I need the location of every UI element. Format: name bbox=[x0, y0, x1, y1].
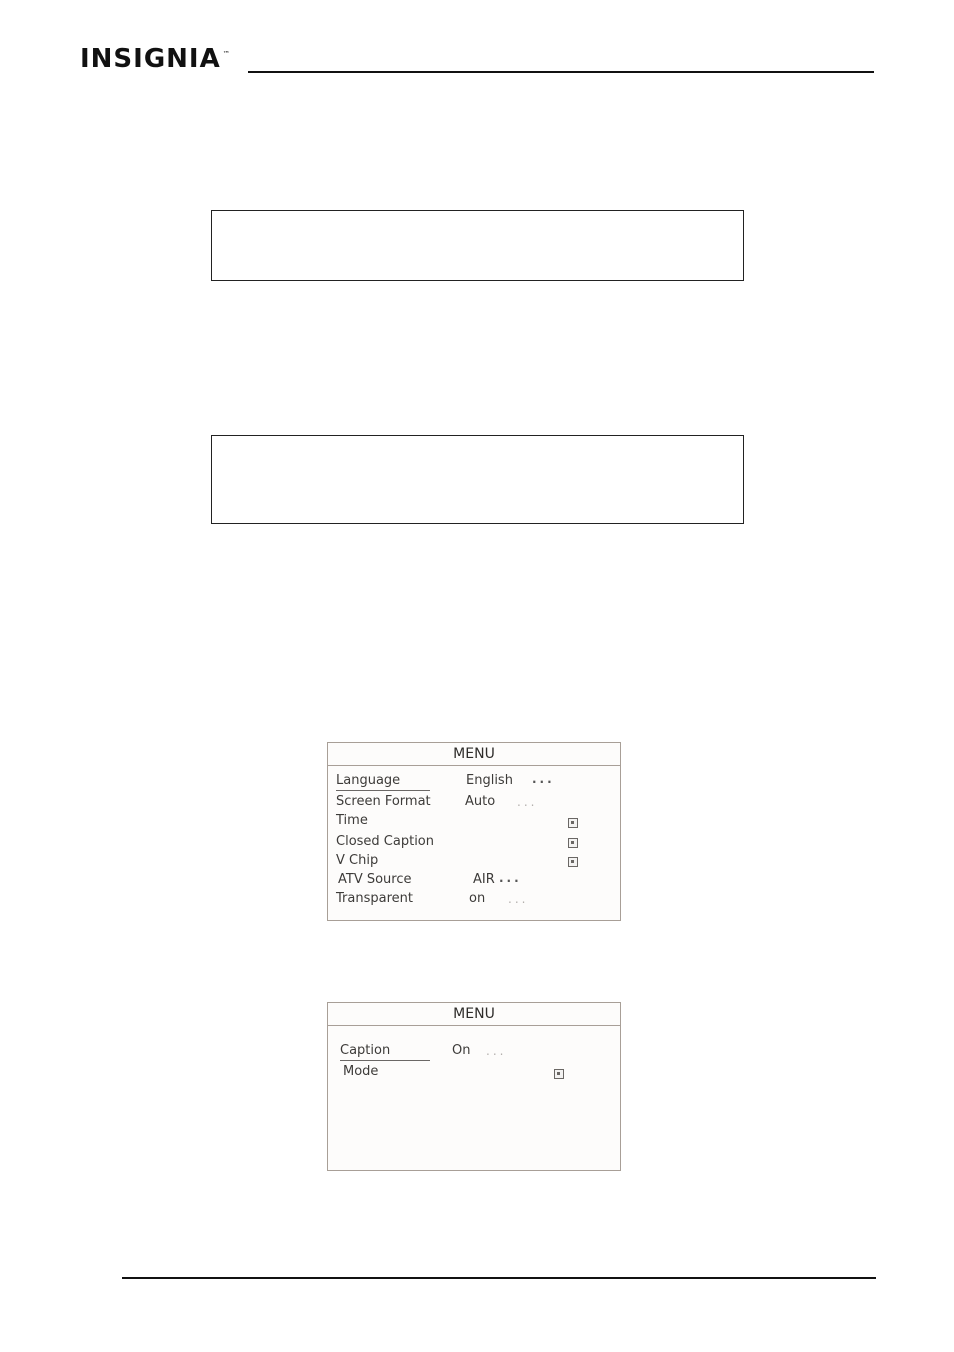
submenu-arrow-icon bbox=[554, 1069, 564, 1079]
submenu-arrow-icon bbox=[568, 838, 578, 848]
submenu-arrow-icon bbox=[568, 818, 578, 828]
brand-name: INSIGNIA bbox=[80, 44, 221, 74]
menu-item-language[interactable] bbox=[328, 772, 620, 790]
menu-title: MENU bbox=[328, 1003, 620, 1026]
menu-item-value: on bbox=[469, 891, 486, 906]
menu-item-label: Language bbox=[336, 772, 430, 791]
options-dots-icon: ... bbox=[517, 795, 538, 809]
osd-menu-closed-caption bbox=[327, 1002, 621, 1171]
menu-item-mode[interactable] bbox=[328, 1063, 620, 1081]
menu-item-label: Mode bbox=[343, 1064, 379, 1079]
menu-title: MENU bbox=[328, 743, 620, 766]
menu-item-label: Time bbox=[336, 813, 368, 828]
header-rule bbox=[248, 71, 874, 73]
submenu-arrow-icon bbox=[568, 857, 578, 867]
options-dots-icon: ... bbox=[499, 871, 522, 885]
insignia-logo bbox=[80, 44, 231, 84]
menu-item-value: AIR bbox=[473, 872, 495, 887]
options-dots-icon: ... bbox=[532, 772, 555, 786]
trademark-symbol: ™ bbox=[222, 50, 231, 58]
menu-item-caption[interactable] bbox=[328, 1042, 620, 1060]
menu-item-screen-format[interactable] bbox=[328, 793, 620, 811]
menu-item-time[interactable] bbox=[328, 812, 620, 830]
options-dots-icon: ... bbox=[508, 892, 529, 906]
menu-item-closed-caption[interactable] bbox=[328, 833, 620, 851]
menu-item-value: English bbox=[466, 773, 513, 788]
menu-item-transparent[interactable] bbox=[328, 890, 620, 908]
menu-item-value: On bbox=[452, 1043, 471, 1058]
menu-item-label: V Chip bbox=[336, 853, 379, 868]
note-box-2 bbox=[211, 435, 744, 524]
menu-item-value: Auto bbox=[465, 794, 496, 809]
menu-item-label: Transparent bbox=[336, 891, 413, 906]
footer-rule bbox=[122, 1277, 876, 1279]
menu-item-label: ATV Source bbox=[338, 872, 412, 887]
menu-item-label: Closed Caption bbox=[336, 834, 434, 849]
menu-item-label: Screen Format bbox=[336, 794, 431, 809]
menu-item-label: Caption bbox=[340, 1042, 430, 1061]
menu-item-atv-source[interactable] bbox=[328, 871, 620, 889]
osd-menu-main bbox=[327, 742, 621, 921]
menu-item-v-chip[interactable] bbox=[328, 852, 620, 870]
options-dots-icon: ... bbox=[486, 1044, 507, 1058]
note-box-1 bbox=[211, 210, 744, 281]
